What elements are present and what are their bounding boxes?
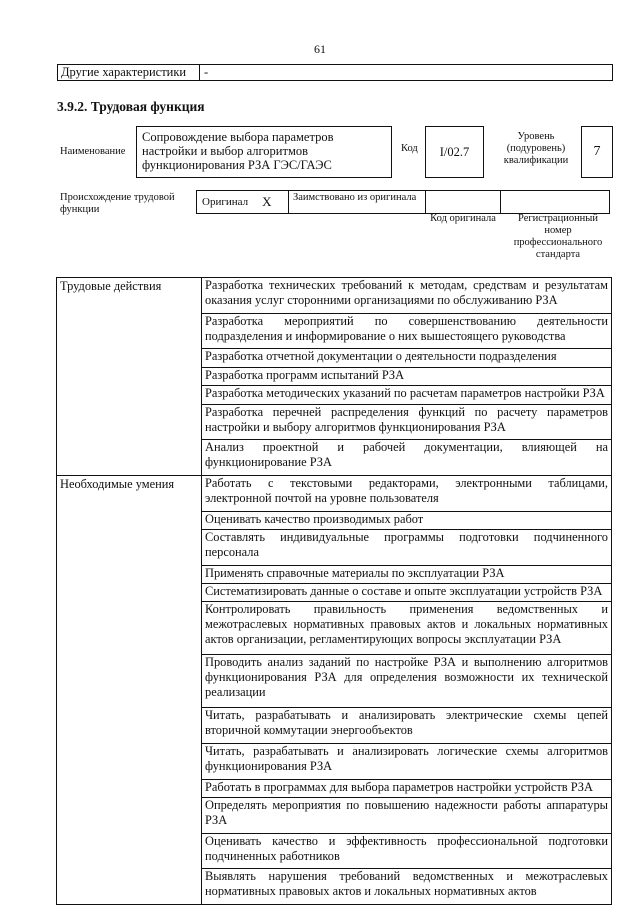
origin-code-caption: Код оригинала (430, 213, 496, 224)
original-mark: X (262, 194, 272, 209)
section-title: 3.9.2. Трудовая функция (57, 99, 205, 114)
other-characteristics-row (57, 64, 613, 81)
borrowed-label: Заимствовано из оригинала (289, 191, 426, 213)
required-skills-item: Определять мероприятия по повышению надежности работы аппаратуры РЗА (202, 797, 612, 833)
required-skills-item: Читать, разрабатывать и анализировать логические схемы алгоритмов функционирования РЗА (202, 743, 612, 779)
origin-code-cell (426, 191, 501, 213)
required-skills-item: Составлять индивидуальные программы подготовки подчиненного персонала (202, 529, 612, 565)
required-skills-item: Работать в программах для выбора параметров настройки устройств РЗА (202, 779, 612, 797)
required-skills-item: Применять справочные материалы по эксплуатации РЗА (202, 565, 612, 583)
labor-actions-item: Разработка перечней распределения функций по расчету параметров настройки и выбору алгоритмов функционирования РЗА (202, 404, 612, 440)
other-characteristics-label: Другие характеристики (58, 65, 200, 80)
origin-original-cell (197, 191, 289, 213)
labor-actions-item: Разработка программ испытаний РЗА (202, 367, 612, 385)
function-name-value: Сопровождение выбора параметров настройки и выбор алгоритмов функционирования РЗА ГЭС/ГАЭС (136, 126, 392, 178)
required-skills-item: Контролировать правильность применения ведомственных и межотраслевых нормативных правовых актов и локальных нормативных актов организации, регламентирующих вопросы эксплуатации РЗА (202, 602, 612, 655)
competency-table (56, 277, 612, 905)
origin-reg-caption: Регистрационный номер профессионального стандарта (513, 213, 603, 260)
required-skills-item: Читать, разрабатывать и анализировать электрические схемы цепей вторичной коммутации энергообъектов (202, 708, 612, 744)
required-skills-item: Проводить анализ заданий по настройке РЗА и выполнению алгоритмов функционирования РЗА для определения возможности их технической реализации (202, 655, 612, 708)
labor-actions-item: Разработка технических требований к методам, средствам и результатам оказания услуг сторонними организациями по обслуживанию РЗА (202, 278, 612, 314)
origin-reg-cell (501, 191, 609, 213)
required-skills-item: Оценивать качество производимых работ (202, 511, 612, 529)
required-skills-label: Необходимые умения (57, 475, 202, 904)
origin-box (196, 190, 610, 214)
required-skills-item: Оценивать качество и эффективность профессиональной подготовки подчиненных работников (202, 833, 612, 869)
required-skills-item: Систематизировать данные о составе и опыте эксплуатации устройств РЗА (202, 583, 612, 601)
labor-actions-row (57, 278, 612, 314)
labor-actions-item: Разработка методических указаний по расчетам параметров настройки РЗА (202, 386, 612, 404)
qualification-level-value: 7 (581, 126, 613, 178)
labor-actions-label: Трудовые действия (57, 278, 202, 476)
required-skills-item: Выявлять нарушения требований ведомственных и межотраслевых нормативных правовых актов и локальных нормативных актов (202, 869, 612, 905)
qualification-level-label: Уровень (подуровень) квалификации (503, 131, 569, 166)
code-label: Код (401, 143, 418, 154)
origin-label: Происхождение трудовой функции (60, 192, 175, 215)
required-skills-row (57, 475, 612, 511)
labor-actions-item: Разработка отчетной документации о деятельности подразделения (202, 349, 612, 367)
name-label: Наименование (60, 146, 126, 157)
original-label: Оригинал (202, 196, 249, 208)
other-characteristics-value: - (204, 65, 209, 79)
required-skills-item: Работать с текстовыми редакторами, электронными таблицами, электронной почтой на уровне пользователя (202, 475, 612, 511)
page-number: 61 (314, 42, 326, 56)
labor-actions-item: Анализ проектной и рабочей документации, влияющей на функционирование РЗА (202, 440, 612, 476)
labor-actions-item: Разработка мероприятий по совершенствованию деятельности подразделения и информирование о них вышестоящего руководства (202, 313, 612, 349)
function-code-value: I/02.7 (425, 126, 484, 178)
